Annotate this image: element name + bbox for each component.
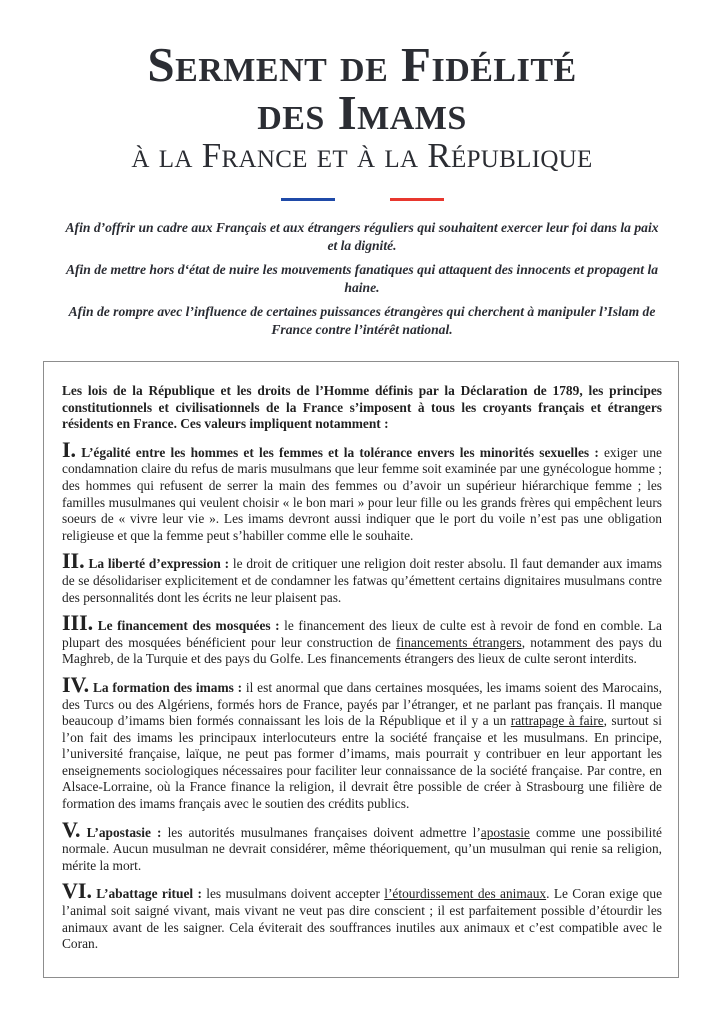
intro-paragraph-2: Afin de mettre hors d‘état de nuire les mouvements fanatiques qui attaquent des innocents et propagent la haine. xyxy=(65,262,659,295)
intro-paragraph-1: Afin d’offrir un cadre aux Français et aux étrangers réguliers qui souhaitent exercer leur foi dans la paix et la dignité. xyxy=(65,220,659,253)
flag-red-divider xyxy=(390,198,444,201)
section-heading: La formation des imams : xyxy=(92,679,243,695)
section-text: les musulmans doivent accepter xyxy=(201,886,385,902)
section-3 xyxy=(62,610,662,668)
document-title-line-2: des Imams xyxy=(257,85,467,140)
section-numeral: II. xyxy=(62,548,85,574)
section-heading: L’apostasie : xyxy=(86,824,162,840)
underlined-link-rattrapage[interactable]: rattrapage à faire xyxy=(510,713,604,729)
underlined-link-apostasie[interactable]: apostasie xyxy=(480,824,530,840)
section-text: le financement des lieux de culte est à revoir de fond en comble. La plupart des mosquées bénéficient pour leur construction de xyxy=(62,618,662,650)
section-text-after: , surtout si l’on fait des imams les principaux interlocuteurs entre la société française et les musulmans. En principe, l’université française, laïque, ne peut pas former d’imams, mais pourrait y contribuer en leur apportant les enseignements sociologiques nécessaires pour faciliter leur connaissance de la société française. Par contre, en Alsace-Lorraine, où la France finance la religion, il devrait être possible de créer à Strasbourg une filière de formation des imams français avec le soutien des crédits publics. xyxy=(62,713,662,812)
section-heading: L’égalité entre les hommes et les femmes et la tolérance envers les minorités sexuelles : xyxy=(81,444,599,460)
section-5 xyxy=(62,816,662,875)
section-numeral: III. xyxy=(62,610,94,636)
values-box xyxy=(43,361,679,978)
section-text: le droit de critiquer une religion doit rester absolu. Il faut demander aux imams de se désolidariser explicitement et de condamner les fatwas qu’émettent certains dignitaires musulmans contre des personnalités dont les écrits ne leur plaisent pas. xyxy=(62,556,662,605)
section-heading: L’abattage rituel : xyxy=(96,886,202,902)
section-text: les autorités musulmanes françaises doivent admettre l’ xyxy=(161,824,481,840)
section-numeral: V. xyxy=(62,816,81,842)
section-text: exiger une condamnation claire du refus de maris musulmans que leur femme soit examinée par une gynécologue homme ; des hommes qui refusent de serrer la main des femmes ou d’avoir un supérieur hiérarchique femme ; les familles musulmanes qui veulent choisir « le bon mari » pour leur fille ou les grands frères qui empêchent leurs soeurs de « vivre leur vie ». Les imams devront aussi indiquer que le port du voile n’est pas une obligation religieuse et que la femme peut s’habiller comme elle le souhaite. xyxy=(62,444,662,543)
underlined-link-etourdissement[interactable]: l’étourdissement des animaux xyxy=(384,886,547,902)
values-lead-paragraph: Les lois de la République et les droits de l’Homme définis par la Déclaration de 1789, les principes constitutionnels et civilisationnels de la France s’imposent à tous les croyants français et étrangers résidents en France. Ces valeurs impliquent notamment : xyxy=(62,383,662,432)
section-text-after: , notamment des pays du Maghreb, de la Turquie et des pays du Golfe. Les financements étrangers des lieux de culte seront interdits. xyxy=(62,634,662,667)
section-heading: Le financement des mosquées : xyxy=(97,618,280,634)
document-title-line-1: Serment de Fidélité xyxy=(147,37,577,92)
section-heading: La liberté d’expression : xyxy=(88,556,230,572)
section-4 xyxy=(62,671,662,813)
values-box-content xyxy=(62,383,662,963)
section-numeral: VI. xyxy=(62,878,92,904)
section-2 xyxy=(62,548,662,606)
underlined-link-financements[interactable]: financements étrangers xyxy=(396,634,522,650)
section-text: il est anormal que dans certaines mosquées, les imams soient des Marocains, des Turcs ou des Algériens, formés hors de France, payés par l’étranger, et ne parlant pas français. Il manque beaucoup d’imams bien formés connaissant les lois de la République et il y a un xyxy=(62,679,662,729)
section-numeral: IV. xyxy=(62,671,90,697)
flag-blue-divider xyxy=(281,198,335,201)
section-numeral: I. xyxy=(62,436,77,462)
intro-paragraph-3: Afin de rompre avec l’influence de certaines puissances étrangères qui cherchent à manipuler l’Islam de France contre l’intérêt national. xyxy=(68,304,656,337)
section-text-after: comme une possibilité normale. Aucun musulman ne devrait considérer, même théoriquement, qu’un musulman qui renie sa religion, mérite la mort. xyxy=(62,824,662,873)
section-6 xyxy=(62,878,663,952)
document-subtitle: à la France et à la République xyxy=(131,136,593,175)
intro-block xyxy=(60,219,664,345)
section-1 xyxy=(62,436,662,545)
section-text-after: . Le Coran exige que l’animal soit saigné vivant, mais vivant ne veut pas dire conscient ; il est parfaitement possible d’étourdir les animaux avant de les saigner. Cela éviterait des souffrances inutiles aux animaux et c’est compatible avec le Coran. xyxy=(62,886,663,952)
